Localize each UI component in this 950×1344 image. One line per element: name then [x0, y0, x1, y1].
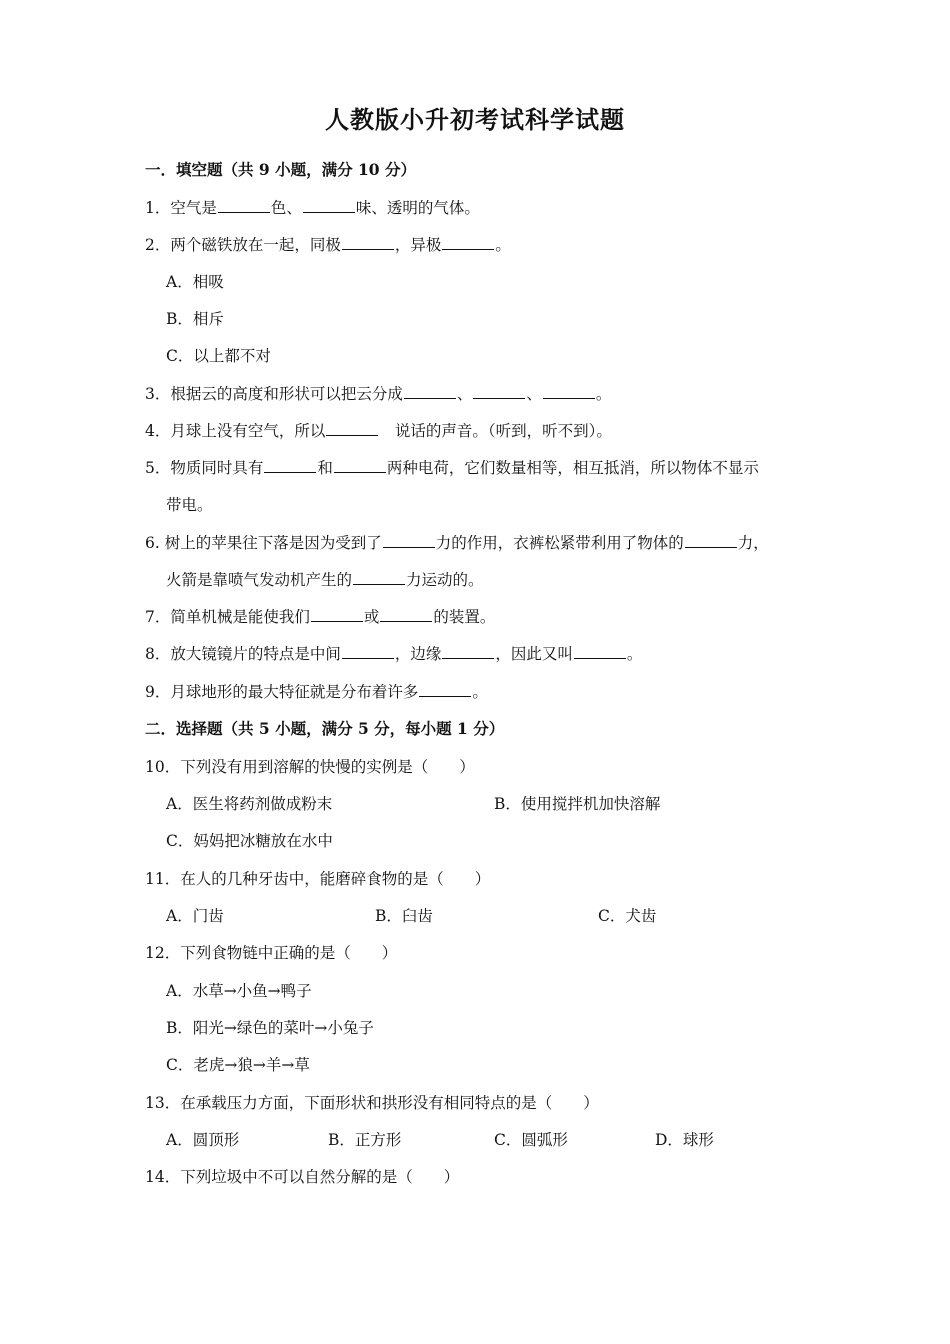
- question-11: 11．在人的几种牙齿中，能磨碎食物的是（ ）: [145, 870, 491, 888]
- answer-blank[interactable]: [342, 644, 394, 659]
- question-13-option-c: C．圆弧形: [494, 1131, 568, 1149]
- question-6-continued: 火箭是靠喷气发动机产生的 力运动的。: [166, 571, 484, 589]
- question-12: 12．下列食物链中正确的是（ ）: [145, 944, 398, 962]
- question-11-option-b: B．臼齿: [375, 907, 433, 925]
- question-12-option-b: B．阳光→绿色的菜叶→小兔子: [166, 1019, 374, 1037]
- answer-blank[interactable]: [383, 533, 435, 548]
- question-11-option-a: A．门齿: [166, 907, 224, 925]
- question-12-option-c: C．老虎→狼→羊→草: [166, 1056, 310, 1074]
- question-5-continued: 带电。: [166, 496, 213, 514]
- question-10-option-c: C．妈妈把冰糖放在水中: [166, 832, 333, 850]
- answer-blank[interactable]: [473, 384, 525, 399]
- question-4: 4．月球上没有空气，所以 说话的声音。（听到，听不到）。: [145, 422, 612, 440]
- question-9: 9．月球地形的最大特征就是分布着许多 。: [145, 683, 488, 701]
- answer-blank[interactable]: [685, 533, 737, 548]
- answer-blank[interactable]: [353, 570, 405, 585]
- question-2-option-c: C．以上都不对: [166, 347, 271, 365]
- answer-blank[interactable]: [326, 421, 378, 436]
- question-8: 8．放大镜镜片的特点是中间 ，边缘 ，因此又叫 。: [145, 645, 643, 663]
- answer-blank[interactable]: [574, 644, 626, 659]
- answer-blank[interactable]: [419, 682, 471, 697]
- answer-blank[interactable]: [303, 198, 355, 213]
- question-13: 13．在承载压力方面，下面形状和拱形没有相同特点的是（ ）: [145, 1094, 599, 1112]
- question-2-option-b: B．相斥: [166, 310, 224, 328]
- answer-blank[interactable]: [264, 458, 316, 473]
- answer-blank[interactable]: [380, 607, 432, 622]
- question-2-option-a: A．相吸: [166, 273, 224, 291]
- answer-blank[interactable]: [404, 384, 456, 399]
- section-heading-multiple-choice: 二．选择题（共 5 小题，满分 5 分，每小题 1 分）: [145, 719, 505, 738]
- question-3: 3．根据云的高度和形状可以把云分成 、 、 。: [145, 385, 612, 403]
- question-13-option-d: D．球形: [655, 1131, 714, 1149]
- answer-blank[interactable]: [218, 198, 270, 213]
- question-6: 6. 树上的苹果往下落是因为受到了 力的作用，衣裤松紧带利用了物体的 力，: [145, 534, 769, 552]
- answer-blank[interactable]: [543, 384, 595, 399]
- answer-blank[interactable]: [342, 235, 394, 250]
- answer-blank[interactable]: [442, 644, 494, 659]
- question-14: 14．下列垃圾中不可以自然分解的是（ ）: [145, 1168, 460, 1186]
- question-7: 7．简单机械是能使我们 或 的装置。: [145, 608, 496, 626]
- question-10-option-a: A．医生将药剂做成粉末: [166, 795, 333, 813]
- question-12-option-a: A．水草→小鱼→鸭子: [166, 982, 312, 1000]
- answer-blank[interactable]: [334, 458, 386, 473]
- question-1: 1．空气是 色、 味、透明的气体。: [145, 199, 480, 217]
- question-11-option-c: C．犬齿: [598, 907, 657, 925]
- section-heading-fill-blank: 一．填空题（共 9 小题，满分 10 分）: [145, 160, 416, 179]
- question-10: 10．下列没有用到溶解的快慢的实例是（ ）: [145, 758, 475, 776]
- question-10-option-b: B．使用搅拌机加快溶解: [494, 795, 661, 813]
- answer-blank[interactable]: [311, 607, 363, 622]
- answer-blank[interactable]: [442, 235, 494, 250]
- question-2: 2．两个磁铁放在一起，同极 ，异极 。: [145, 236, 511, 254]
- question-13-option-b: B．正方形: [328, 1131, 402, 1149]
- question-5: 5．物质同时具有 和 两种电荷，它们数量相等，相互抵消，所以物体不显示: [145, 459, 759, 477]
- question-13-option-a: A．圆顶形: [166, 1131, 240, 1149]
- page-title: 人教版小升初考试科学试题: [325, 105, 625, 134]
